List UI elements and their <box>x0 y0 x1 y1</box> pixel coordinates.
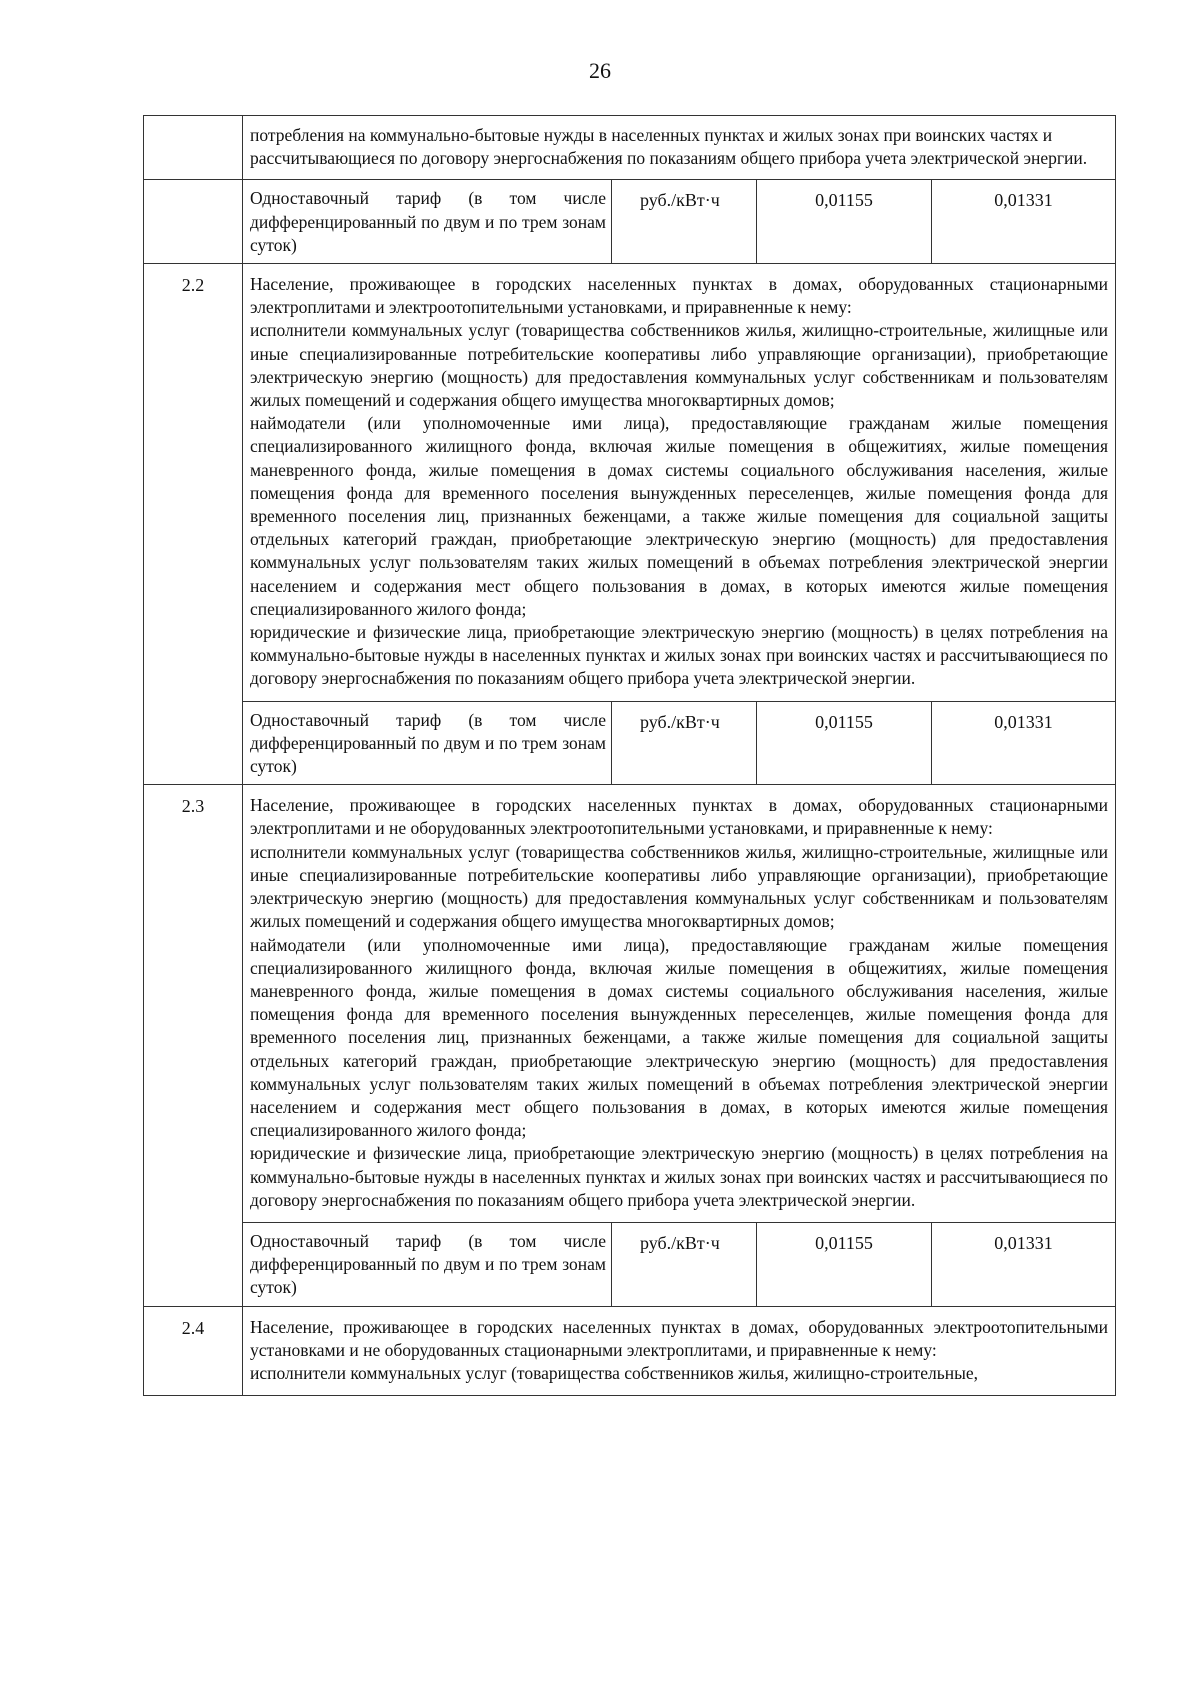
table-row <box>144 116 1116 180</box>
consumer-description <box>243 116 1116 180</box>
description-paragraph: Население, проживающее в городских населенных пунктах в домах, оборудованных стационарными электроплитами и электроотопительными установками, и приравненные к нему: <box>250 274 1109 318</box>
description-paragraph: наймодатели (или уполномоченные ими лица), предоставляющие гражданам жилые помещения специализированного жилищного фонда, включая жилые помещения в общежитиях, жилые помещения маневренного фонда, жилые помещения в домах системы социального обслуживания населения, жилые помещения фонда для временного поселения вынужденных переселенцев, жилые помещения фонда для временного поселения лиц, признанных беженцами, а также жилые помещения для социальной защиты отдельных категорий граждан, приобретающие электрическую энергию (мощность) для предоставления коммунальных услуг пользователям таких жилых помещений в объемах потребления электрической энергии населением и содержания мест общего пользования в домах, в которых имеются жилые помещения специализированного жилого фонда; <box>250 413 1109 619</box>
table-row <box>144 1306 1116 1396</box>
tariff-row <box>144 180 1116 264</box>
section-number: 2.2 <box>144 264 243 785</box>
tariff-value-second-half: 0,01331 <box>932 1222 1116 1306</box>
tariff-row <box>144 1222 1116 1306</box>
consumer-description <box>243 264 1116 702</box>
description-paragraph: потребления на коммунально-бытовые нужды в населенных пунктах и жилых зонах при воинских частях и рассчитывающиеся по договору энергоснабжения по показаниям общего прибора учета электрической энергии. <box>250 125 1088 169</box>
tariff-unit: руб./кВт·ч <box>612 180 757 264</box>
tariff-label: Одноставочный тариф (в том числе дифференцированный по двум и по трем зонам суток) <box>243 701 612 785</box>
description-paragraph: исполнители коммунальных услуг (товарищества собственников жилья, жилищно-строительные, жилищные или иные специализированные потребительские кооперативы либо управляющие организации), приобретающие электрическую энергию (мощность) для предоставления коммунальных услуг собственникам и пользователям жилых помещений и содержания общего имущества многоквартирных домов; <box>250 320 1109 411</box>
tariff-value-first-half: 0,01155 <box>757 1222 932 1306</box>
tariff-unit: руб./кВт·ч <box>612 1222 757 1306</box>
description-paragraph: исполнители коммунальных услуг (товарищества собственников жилья, жилищно-строительные, <box>250 1362 978 1383</box>
description-paragraph: Население, проживающее в городских населенных пунктах в домах, оборудованных стационарными электроплитами и не оборудованных электроотопительными установками, и приравненные к нему: <box>250 795 1109 839</box>
table-row <box>144 785 1116 1223</box>
tariff-unit: руб./кВт·ч <box>612 701 757 785</box>
tariff-value-first-half: 0,01155 <box>757 180 932 264</box>
description-paragraph: исполнители коммунальных услуг (товарищества собственников жилья, жилищно-строительные, жилищные или иные специализированные потребительские кооперативы либо управляющие организации), приобретающие электрическую энергию (мощность) для предоставления коммунальных услуг собственникам и пользователям жилых помещений и содержания общего имущества многоквартирных домов; <box>250 841 1109 932</box>
description-paragraph: наймодатели (или уполномоченные ими лица), предоставляющие гражданам жилые помещения специализированного жилищного фонда, включая жилые помещения в общежитиях, жилые помещения маневренного фонда, жилые помещения в домах системы социального обслуживания населения, жилые помещения фонда для временного поселения вынужденных переселенцев, жилые помещения фонда для временного поселения лиц, признанных беженцами, а также жилые помещения для социальной защиты отдельных категорий граждан, приобретающие электрическую энергию (мощность) для предоставления коммунальных услуг пользователям таких жилых помещений в объемах потребления электрической энергии населением и содержания мест общего пользования в домах, в которых имеются жилые помещения специализированного жилого фонда; <box>250 934 1109 1141</box>
tariff-table <box>143 115 1116 1396</box>
description-paragraph: Население, проживающее в городских населенных пунктах в домах, оборудованных электроотопительными установками и не оборудованных стационарными электроплитами, и приравненные к нему: <box>250 1316 1109 1360</box>
tariff-value-first-half: 0,01155 <box>757 701 932 785</box>
number-cell <box>144 180 243 264</box>
consumer-description <box>243 1306 1116 1396</box>
page-number: 26 <box>589 58 611 83</box>
section-number: 2.3 <box>144 785 243 1306</box>
table-row <box>144 264 1116 702</box>
description-paragraph: юридические и физические лица, приобретающие электрическую энергию (мощность) в целях потребления на коммунально-бытовые нужды в населенных пунктах и жилых зонах при воинских частях и рассчитывающиеся по договору энергоснабжения по показаниям общего прибора учета электрической энергии. <box>250 1143 1109 1210</box>
tariff-value-second-half: 0,01331 <box>932 701 1116 785</box>
tariff-label: Одноставочный тариф (в том числе дифференцированный по двум и по трем зонам суток) <box>243 1222 612 1306</box>
tariff-value-second-half: 0,01331 <box>932 180 1116 264</box>
description-paragraph: юридические и физические лица, приобретающие электрическую энергию (мощность) в целях потребления на коммунально-бытовые нужды в населенных пунктах и жилых зонах при воинских частях и рассчитывающиеся по договору энергоснабжения по показаниям общего прибора учета электрической энергии. <box>250 622 1109 689</box>
section-number: 2.4 <box>144 1306 243 1396</box>
tariff-row <box>144 701 1116 785</box>
tariff-label: Одноставочный тариф (в том числе дифференцированный по двум и по трем зонам суток) <box>243 180 612 264</box>
consumer-description <box>243 785 1116 1223</box>
number-cell <box>144 116 243 180</box>
